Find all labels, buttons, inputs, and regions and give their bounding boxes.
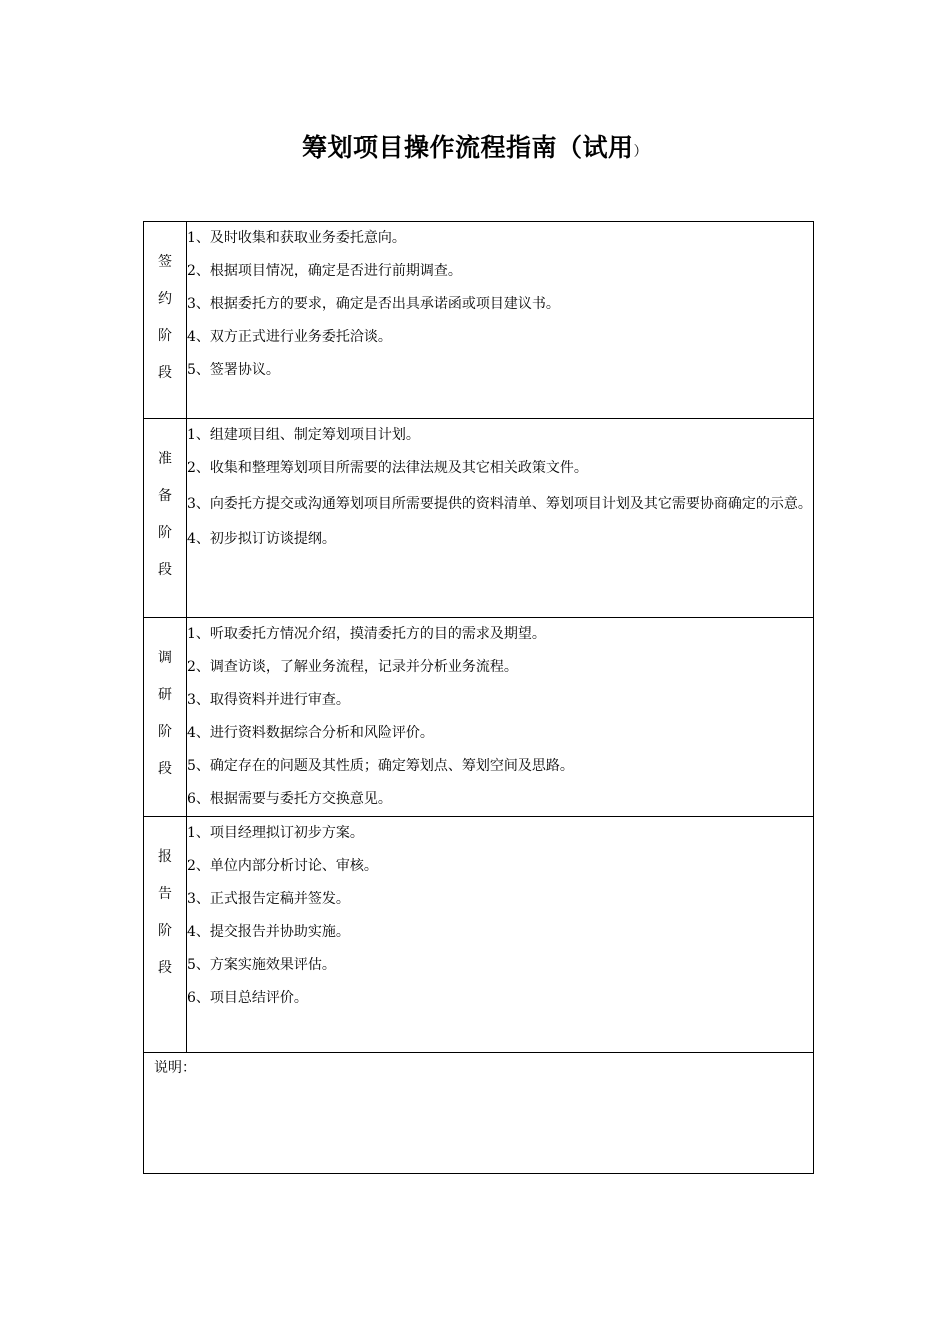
list-item: 3、向委托方提交或沟通筹划项目所需要提供的资料清单、筹划项目计划及其它需要协商确定的示意。 [187, 496, 812, 512]
stage-content-cell [187, 222, 814, 419]
title-main: 筹划项目操作流程指南（试用 [301, 133, 634, 162]
list-item: 4、进行资料数据综合分析和风险评价。 [187, 725, 434, 741]
list-item: 3、根据委托方的要求，确定是否出具承诺函或项目建议书。 [187, 296, 560, 312]
stage-row-signing [144, 222, 814, 419]
list-item: 4、双方正式进行业务委托洽谈。 [187, 329, 392, 345]
stage-char: 研 [158, 687, 172, 703]
note-cell [144, 1053, 814, 1174]
list-item: 1、组建项目组、制定筹划项目计划。 [187, 427, 420, 443]
stage-char: 段 [158, 761, 172, 777]
stage-char: 准 [158, 451, 172, 467]
stage-content-cell [187, 618, 814, 817]
note-row [144, 1053, 814, 1174]
stage-row-report [144, 817, 814, 1053]
list-item: 2、调查访谈，了解业务流程，记录并分析业务流程。 [187, 659, 518, 675]
list-item: 1、项目经理拟订初步方案。 [187, 825, 364, 841]
list-item: 2、收集和整理筹划项目所需要的法律法规及其它相关政策文件。 [187, 460, 588, 476]
list-item: 5、方案实施效果评估。 [187, 957, 336, 973]
list-item: 4、初步拟订访谈提纲。 [187, 531, 336, 547]
stage-char: 签 [158, 254, 172, 270]
stage-label-cell [144, 222, 187, 419]
stage-label-cell [144, 419, 187, 618]
title-closing-paren: ） [633, 144, 648, 160]
stage-row-research [144, 618, 814, 817]
stage-char: 阶 [158, 525, 172, 541]
stage-char: 阶 [158, 923, 172, 939]
list-item: 6、根据需要与委托方交换意见。 [187, 791, 392, 807]
list-item: 1、听取委托方情况介绍，摸清委托方的目的需求及期望。 [187, 626, 546, 642]
list-item: 5、签署协议。 [187, 362, 280, 378]
stage-label-cell [144, 618, 187, 817]
stage-char: 段 [158, 365, 172, 381]
stage-label-cell [144, 817, 187, 1053]
stage-char: 备 [158, 488, 172, 504]
stage-char: 阶 [158, 724, 172, 740]
stage-char: 段 [158, 562, 172, 578]
stage-char: 段 [158, 960, 172, 976]
stage-content-cell [187, 817, 814, 1053]
list-item: 1、及时收集和获取业务委托意向。 [187, 230, 406, 246]
stage-char: 报 [158, 849, 172, 865]
process-table [143, 221, 814, 1174]
stage-row-preparation [144, 419, 814, 618]
stage-char: 告 [158, 886, 172, 902]
list-item: 4、提交报告并协助实施。 [187, 924, 350, 940]
list-item: 2、根据项目情况，确定是否进行前期调查。 [187, 263, 462, 279]
note-label: 说明： [154, 1060, 196, 1076]
stage-char: 阶 [158, 328, 172, 344]
stage-char: 约 [158, 291, 172, 307]
list-item: 3、正式报告定稿并签发。 [187, 891, 350, 907]
list-item: 2、单位内部分析讨论、审核。 [187, 858, 378, 874]
list-item: 3、取得资料并进行审查。 [187, 692, 350, 708]
list-item: 5、确定存在的问题及其性质；确定筹划点、筹划空间及思路。 [187, 758, 574, 774]
stage-content-cell [187, 419, 814, 618]
list-item: 6、项目总结评价。 [187, 990, 308, 1006]
stage-char: 调 [158, 650, 172, 666]
page-title [0, 128, 950, 172]
